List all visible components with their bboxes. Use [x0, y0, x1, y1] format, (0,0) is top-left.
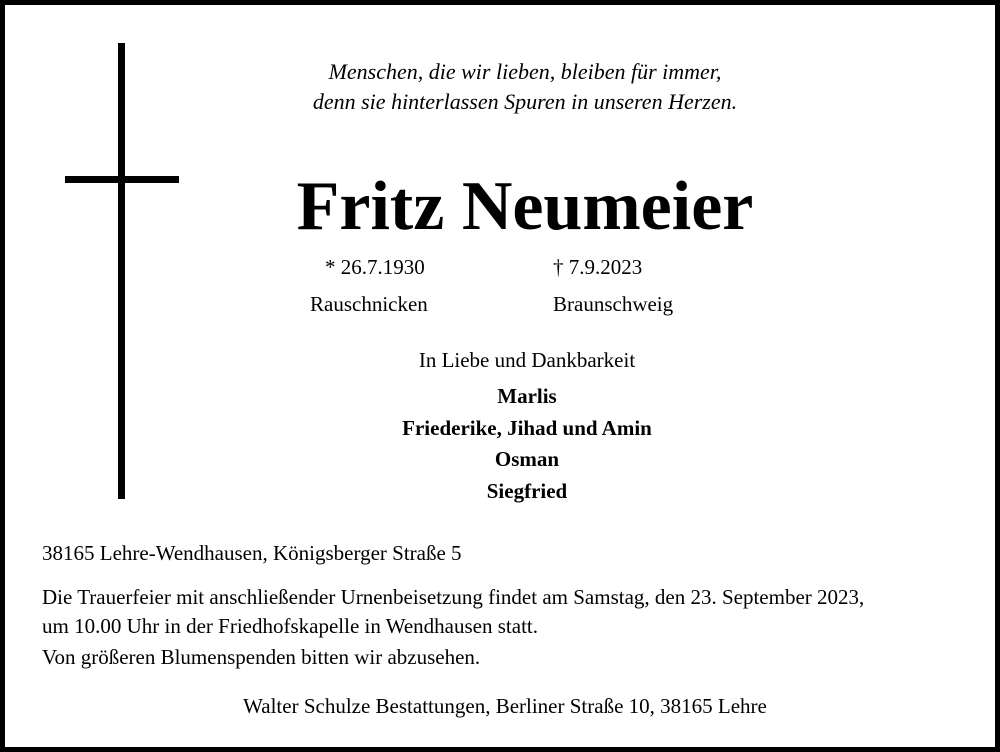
death-date: † 7.9.2023	[553, 255, 643, 279]
mourner-name: Siegfried	[486, 478, 568, 503]
motto	[225, 57, 825, 117]
death-place: Braunschweig	[553, 292, 674, 316]
ceremony-line-2: um 10.00 Uhr in der Friedhofskapelle in Wendhausen statt.	[42, 614, 538, 638]
family-address: 38165 Lehre-Wendhausen, Königsberger Straße 5	[42, 541, 462, 565]
ceremony-details	[42, 583, 982, 641]
motto-line-1: Menschen, die wir lieben, bleiben für immer,	[328, 59, 722, 84]
cross-icon	[65, 43, 179, 499]
mourners-list	[277, 381, 777, 507]
mourner-name: Marlis	[497, 384, 557, 408]
birth-place: Rauschnicken	[310, 292, 428, 316]
ceremony-line-1: Die Trauerfeier mit anschließender Urnenbeisetzung findet am Samstag, den 23. September 2023,	[42, 585, 865, 609]
mourner-name: Osman	[494, 447, 560, 471]
mourners-intro: In Liebe und Dankbarkeit	[418, 348, 636, 372]
cross-vertical-bar	[118, 43, 125, 499]
mourner-name: Friederike, Jihad und Amin	[402, 415, 652, 440]
cross-horizontal-bar	[65, 176, 179, 183]
flowers-note: Von größeren Blumenspenden bitten wir abzusehen.	[42, 645, 481, 669]
motto-line-2: denn sie hinterlassen Spuren in unseren Herzen.	[312, 89, 738, 114]
birth-date: * 26.7.1930	[325, 255, 425, 279]
undertaker-info: Walter Schulze Bestattungen, Berliner Straße 10, 38165 Lehre	[243, 694, 767, 718]
deceased-name: Fritz Neumeier	[296, 168, 754, 245]
